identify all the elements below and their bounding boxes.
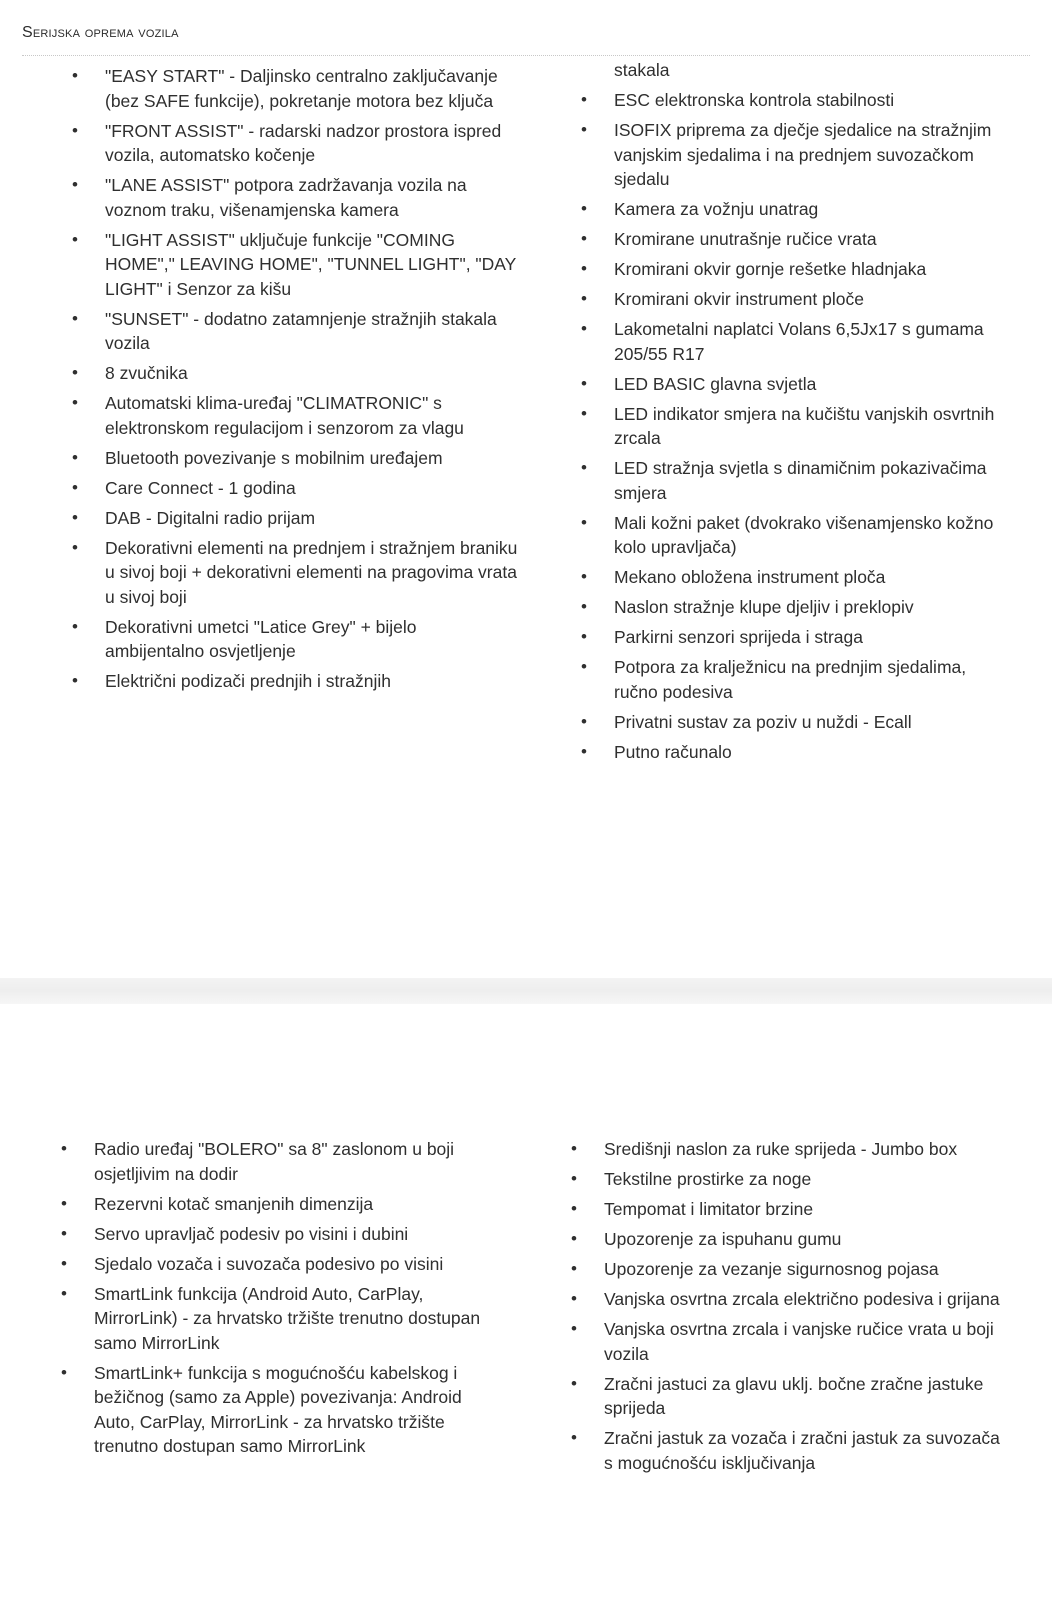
- page-title: Serijska oprema vozila: [22, 24, 179, 41]
- list-item: [569, 1372, 1009, 1421]
- list-item: [579, 257, 1009, 282]
- list-item-text: Parkirni senzori sprijeda i straga: [614, 627, 863, 647]
- bullet-icon: •: [72, 671, 78, 690]
- list-item: [579, 511, 1009, 560]
- bullet-icon: •: [571, 1199, 577, 1218]
- list-item-continuation: [579, 58, 1009, 83]
- list-item-text: stakala: [614, 60, 670, 80]
- bullet-icon: •: [581, 199, 587, 218]
- list-item: [70, 361, 520, 386]
- list-item-text: "FRONT ASSIST" - radarski nadzor prostora ispred vozila, automatsko kočenje: [105, 120, 502, 165]
- list-item: [579, 740, 1009, 765]
- list-item-text: Kromirani okvir gornje rešetke hladnjaka: [614, 259, 927, 279]
- list-item: [70, 476, 520, 501]
- equipment-list-page1-right: [579, 58, 1009, 770]
- list-item-text: Središnji naslon za ruke sprijeda - Jumbo box: [604, 1139, 958, 1159]
- list-item-text: Vanjska osvrtna zrcala i vanjske ručice vrata u boji vozila: [604, 1319, 994, 1364]
- list-item-text: Upozorenje za ispuhanu gumu: [604, 1229, 842, 1249]
- bullet-icon: •: [581, 403, 587, 423]
- bullet-icon: •: [581, 567, 587, 586]
- list-item-text: "LIGHT ASSIST" uključuje funkcije "COMING HOME"," LEAVING HOME", "TUNNEL LIGHT", "DAY LIGHT" i Senzor za kišu: [105, 229, 516, 299]
- bullet-icon: •: [581, 627, 587, 646]
- list-item-text: Potpora za kralježnicu na prednjim sjedalima, ručno podesiva: [614, 657, 967, 702]
- list-item: [579, 287, 1009, 312]
- bullet-icon: •: [61, 1223, 67, 1243]
- bullet-icon: •: [581, 741, 587, 761]
- list-item-text: Automatski klima-uređaj "CLIMATRONIC" s elektronskom regulacijom i senzorom za vlagu: [105, 393, 464, 438]
- list-item: [70, 446, 520, 471]
- bullet-icon: •: [61, 1253, 67, 1273]
- list-item: [579, 565, 1009, 590]
- bullet-icon: •: [571, 1319, 577, 1338]
- list-item-text: Kromirane unutrašnje ručice vrata: [614, 229, 877, 249]
- bullet-icon: •: [581, 458, 587, 477]
- bullet-icon: •: [72, 393, 78, 412]
- list-item-text: "LANE ASSIST" potpora zadržavanja vozila na voznom traku, višenamjenska kamera: [105, 175, 467, 220]
- bullet-icon: •: [581, 319, 587, 338]
- list-item: [70, 64, 520, 113]
- list-item: [569, 1426, 1009, 1475]
- list-item-text: "SUNSET" - dodatno zatamnjenje stražnjih stakala vozila: [105, 308, 497, 353]
- bullet-icon: •: [571, 1139, 577, 1158]
- list-item: [569, 1167, 1009, 1192]
- title-divider: [22, 55, 1030, 56]
- list-item: [569, 1227, 1009, 1252]
- bullet-icon: •: [571, 1289, 577, 1308]
- bullet-icon: •: [571, 1428, 577, 1447]
- list-item: [70, 173, 520, 222]
- bullet-icon: •: [72, 477, 78, 497]
- bullet-icon: •: [581, 597, 587, 616]
- list-item: [579, 655, 1009, 704]
- list-item-text: Tempomat i limitator brzine: [604, 1199, 814, 1219]
- list-item: [579, 456, 1009, 505]
- bullet-icon: •: [581, 120, 587, 139]
- list-item-text: ESC elektronska kontrola stabilnosti: [614, 90, 895, 110]
- list-item: [579, 710, 1009, 735]
- list-item-text: Upozorenje za vezanje sigurnosnog pojasa: [604, 1259, 939, 1279]
- equipment-list-page1-left: [70, 64, 520, 699]
- list-item-text: Mali kožni paket (dvokrako višenamjensko kožno kolo upravljača): [614, 512, 994, 557]
- list-item-text: Kamera za vožnju unatrag: [614, 199, 819, 219]
- list-item-text: DAB - Digitalni radio prijam: [105, 507, 316, 528]
- bullet-icon: •: [72, 616, 78, 636]
- bullet-icon: •: [72, 308, 78, 328]
- list-item: [59, 1192, 489, 1217]
- list-item: [70, 307, 520, 356]
- list-item-text: LED stražnja svjetla s dinamičnim pokazivačima smjera: [614, 458, 987, 503]
- bullet-icon: •: [581, 229, 587, 248]
- list-item-text: LED indikator smjera na kučištu vanjskih osvrtnih zrcala: [614, 403, 995, 448]
- page-separator: [0, 978, 1052, 1004]
- list-item-text: Tekstilne prostirke za noge: [604, 1169, 812, 1189]
- bullet-icon: •: [581, 657, 587, 676]
- list-item-text: Električni podizači prednjih i stražnjih: [105, 671, 391, 691]
- bullet-icon: •: [72, 175, 78, 194]
- list-item: [579, 625, 1009, 650]
- list-item: [579, 372, 1009, 397]
- bullet-icon: •: [72, 120, 78, 140]
- list-item-text: Bluetooth povezivanje s mobilnim uređajem: [105, 447, 443, 468]
- bullet-icon: •: [571, 1169, 577, 1188]
- bullet-icon: •: [72, 447, 78, 467]
- list-item: [59, 1137, 489, 1186]
- list-item-text: Dekorativni umetci "Latice Grey" + bijelo ambijentalno osvjetljenje: [105, 616, 417, 661]
- bullet-icon: •: [61, 1193, 67, 1213]
- list-item-text: Dekorativni elementi na prednjem i stražnjem braniku u sivoj boji + dekorativni elementi na pragovima vrata u sivoj boji: [105, 537, 518, 607]
- list-item: [579, 197, 1009, 222]
- equipment-list-page2-left: [59, 1137, 489, 1464]
- list-item-text: SmartLink funkcija (Android Auto, CarPlay, MirrorLink) - za hrvatsko tržište trenutno dostupan samo MirrorLink: [94, 1283, 481, 1353]
- list-item: [569, 1317, 1009, 1366]
- list-item-text: SmartLink+ funkcija s mogućnošću kabelskog i bežičnog (samo za Apple) povezivanja: Android Auto, CarPlay, MirrorLink - za hrvatsko tržište trenutno dostupan samo MirrorLink: [94, 1362, 462, 1456]
- list-item-text: Mekano obložena instrument ploča: [614, 567, 886, 587]
- list-item: [579, 118, 1009, 192]
- bullet-icon: •: [72, 507, 78, 527]
- list-item-text: Radio uređaj "BOLERO" sa 8" zaslonom u boji osjetljivim na dodir: [94, 1139, 455, 1184]
- list-item-text: Rezervni kotač smanjenih dimenzija: [94, 1193, 374, 1214]
- list-item-text: Zračni jastuci za glavu uklj. bočne zračne jastuke sprijeda: [604, 1373, 984, 1418]
- bullet-icon: •: [72, 66, 78, 85]
- equipment-list-page2-right: [569, 1137, 1009, 1481]
- list-item: [70, 536, 520, 610]
- bullet-icon: •: [581, 90, 587, 109]
- list-item-text: Naslon stražnje klupe djeljiv i preklopiv: [614, 597, 914, 617]
- bullet-icon: •: [581, 289, 587, 308]
- bullet-icon: •: [61, 1283, 67, 1303]
- bullet-icon: •: [571, 1373, 577, 1393]
- bullet-icon: •: [581, 373, 587, 393]
- list-item: [569, 1257, 1009, 1282]
- bullet-icon: •: [581, 711, 587, 731]
- list-item-text: Lakometalni naplatci Volans 6,5Jx17 s gumama 205/55 R17: [614, 319, 984, 364]
- list-item: [579, 595, 1009, 620]
- list-item: [59, 1252, 489, 1277]
- bullet-icon: •: [581, 259, 587, 278]
- list-item-text: Putno računalo: [614, 741, 732, 762]
- list-item: [70, 615, 520, 664]
- list-item-text: Kromirani okvir instrument ploče: [614, 289, 864, 309]
- list-item-text: Care Connect - 1 godina: [105, 477, 296, 498]
- list-item-text: Vanjska osvrtna zrcala električno podesiva i grijana: [604, 1289, 1000, 1309]
- list-item: [579, 402, 1009, 451]
- list-item: [70, 669, 520, 694]
- list-item: [569, 1287, 1009, 1312]
- bullet-icon: •: [571, 1259, 577, 1278]
- list-item-text: Privatni sustav za poziv u nuždi - Ecall: [614, 711, 912, 732]
- bullet-icon: •: [72, 229, 78, 249]
- list-item: [569, 1197, 1009, 1222]
- list-item: [59, 1361, 489, 1459]
- list-item: [70, 391, 520, 440]
- list-item: [70, 228, 520, 302]
- list-item: [70, 506, 520, 531]
- list-item: [569, 1137, 1009, 1162]
- bullet-icon: •: [571, 1229, 577, 1248]
- list-item-text: Servo upravljač podesiv po visini i dubini: [94, 1223, 409, 1244]
- list-item-text: ISOFIX priprema za dječje sjedalice na stražnjim vanjskim sjedalima i na prednjem suvozačkom sjedalu: [614, 120, 992, 189]
- list-item-text: "EASY START" - Daljinsko centralno zaključavanje (bez SAFE funkcije), pokretanje motora bez ključa: [105, 66, 498, 111]
- bullet-icon: •: [581, 512, 587, 532]
- list-item: [59, 1222, 489, 1247]
- list-item: [579, 227, 1009, 252]
- list-item: [59, 1282, 489, 1356]
- list-item-text: LED BASIC glavna svjetla: [614, 373, 817, 394]
- bullet-icon: •: [61, 1362, 67, 1382]
- list-item-text: Sjedalo vozača i suvozača podesivo po visini: [94, 1253, 444, 1274]
- list-item-text: 8 zvučnika: [105, 363, 188, 383]
- list-item: [579, 88, 1009, 113]
- bullet-icon: •: [72, 363, 78, 382]
- list-item: [70, 119, 520, 168]
- bullet-icon: •: [72, 537, 78, 557]
- bullet-icon: •: [61, 1139, 67, 1158]
- list-item: [579, 317, 1009, 366]
- list-item-text: Zračni jastuk za vozača i zračni jastuk za suvozača s mogućnošću isključivanja: [604, 1428, 1000, 1473]
